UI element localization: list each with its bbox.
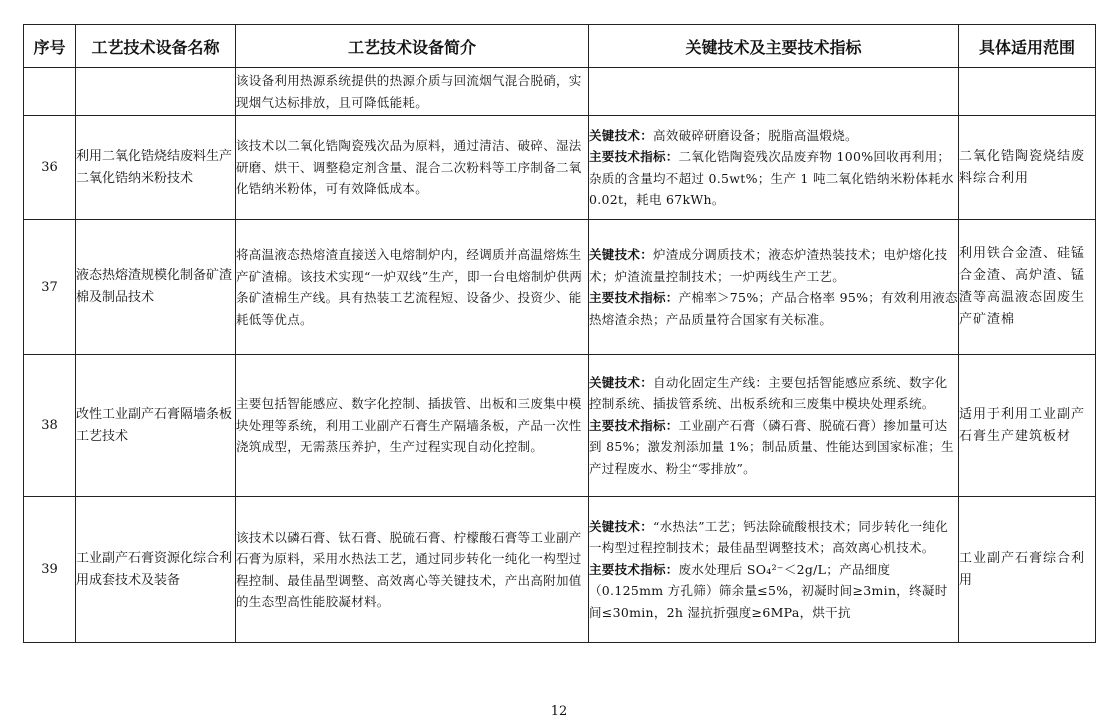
- cell-no: 39: [24, 497, 76, 643]
- table-header-row: [24, 25, 1096, 68]
- main-index-text: 二氧化锆陶瓷残次品废弃物 100%回收再利用；杂质的含量均不超过 0.5wt%；生产 1 吨二氧化锆纳米粉体耗水 0.02t，耗电 67kWh。: [589, 149, 954, 207]
- cell-scope: 适用于利用工业副产石膏生产建筑板材: [959, 355, 1096, 497]
- key-tech-label: 关键技术：: [589, 247, 654, 262]
- table-row-38: [24, 355, 1096, 497]
- table-row-36: [24, 116, 1096, 220]
- cell-key: [589, 220, 959, 355]
- key-tech-label: 关键技术：: [589, 127, 654, 143]
- cell-key: [589, 497, 959, 643]
- key-tech-label: 关键技术：: [589, 518, 654, 534]
- page-number: 12: [550, 704, 568, 719]
- cell-scope: [959, 68, 1096, 116]
- cell-no: [24, 68, 76, 116]
- main-index-label: 主要技术指标：: [589, 149, 679, 164]
- cell-desc: 将高温液态热熔渣直接送入电熔制炉内，经调质并高温熔炼生产矿渣棉。该技术实现“一炉双线”生产，即一台电熔制炉供两条矿渣棉生产线。具有热装工艺流程短、设备少、投资少、能耗低等优点。: [236, 220, 589, 355]
- cell-key: [589, 68, 959, 116]
- cell-key: [589, 116, 959, 220]
- table-row-37: [24, 220, 1096, 355]
- cell-no: 36: [24, 116, 76, 220]
- key-tech-text: “水热法”工艺；钙法除硫酸根技术；同步转化一纯化一构型过程控制技术；最佳晶型调整技术；高效离心机技术。: [589, 518, 948, 556]
- header-scope: 具体适用范围: [959, 25, 1096, 68]
- table-row-39: [24, 497, 1096, 643]
- cell-desc: 该技术以二氧化锆陶瓷残次品为原料，通过清洁、破碎、湿法研磨、烘干、调整稳定剂含量、混合二次粉料等工序制备二氧化锆纳米粉体，可有效降低成本。: [236, 116, 589, 220]
- key-tech-text: 自动化固定生产线：主要包括智能感应系统、数字化控制系统、插拔管系统、出板系统和三废集中模块处理系统。: [589, 374, 948, 412]
- cell-scope: 工业副产石膏综合利用: [959, 497, 1096, 643]
- main-index-text: 工业副产石膏（磷石膏、脱硫石膏）掺加量可达到 85%；激发剂添加量 1%；制品质量、性能达到国家标准；生产过程废水、粉尘“零排放”。: [589, 417, 954, 476]
- cell-name: 液态热熔渣规模化制备矿渣棉及制品技术: [76, 220, 236, 355]
- main-index-label: 主要技术指标：: [589, 290, 679, 305]
- cell-desc: 主要包括智能感应、数字化控制、插拔管、出板和三废集中模块处理等系统，利用工业副产石膏生产隔墙条板，产品一次性浇筑成型，无需蒸压养护，生产过程实现自动化控制。: [236, 355, 589, 497]
- cell-scope: 二氧化锆陶瓷烧结废料综合利用: [959, 116, 1096, 220]
- cell-scope: 利用铁合金渣、硅锰合金渣、高炉渣、锰渣等高温液态固废生产矿渣棉: [959, 220, 1096, 355]
- cell-name: 利用二氧化锆烧结废料生产二氧化锆纳米粉技术: [76, 116, 236, 220]
- header-no: 序号: [24, 25, 76, 68]
- cell-no: 37: [24, 220, 76, 355]
- technology-table: [23, 24, 1096, 643]
- main-index-text: 废水处理后 SO₄²⁻＜2g/L；产品细度（0.125mm 方孔筛）筛余量≤5%，初凝时间≥3min，终凝时间≤30min，2h 湿抗折强度≥6MPa，烘干抗: [589, 561, 948, 620]
- cell-name: 工业副产石膏资源化综合利用成套技术及装备: [76, 497, 236, 643]
- cell-name: [76, 68, 236, 116]
- cell-desc: 该技术以磷石膏、钛石膏、脱硫石膏、柠檬酸石膏等工业副产石膏为原料，采用水热法工艺，通过同步转化一纯化一构型过程控制、最佳晶型调整、高效离心等关键技术，产出高附加值的生态型高性能胶凝材料。: [236, 497, 589, 643]
- header-desc: 工艺技术设备简介: [236, 25, 589, 68]
- key-tech-label: 关键技术：: [589, 374, 654, 390]
- key-tech-text: 炉渣成分调质技术；液态炉渣热装技术；电炉熔化技术；炉渣流量控制技术；一炉两线生产工艺。: [589, 247, 948, 284]
- table-row-continued: [24, 68, 1096, 116]
- key-tech-text: 高效破碎研磨设备；脱脂高温煅烧。: [653, 127, 858, 143]
- cell-desc: 该设备利用热源系统提供的热源介质与回流烟气混合脱硝，实现烟气达标排放，且可降低能耗。: [236, 68, 589, 116]
- header-key: 关键技术及主要技术指标: [589, 25, 959, 68]
- cell-no: 38: [24, 355, 76, 497]
- cell-name: 改性工业副产石膏隔墙条板工艺技术: [76, 355, 236, 497]
- main-index-text: 产棉率＞75%；产品合格率 95%；有效利用液态热熔渣余热；产品质量符合国家有关标准。: [589, 290, 958, 327]
- main-index-label: 主要技术指标：: [589, 561, 679, 577]
- main-index-label: 主要技术指标：: [589, 417, 679, 433]
- cell-key: [589, 355, 959, 497]
- header-name: 工艺技术设备名称: [76, 25, 236, 68]
